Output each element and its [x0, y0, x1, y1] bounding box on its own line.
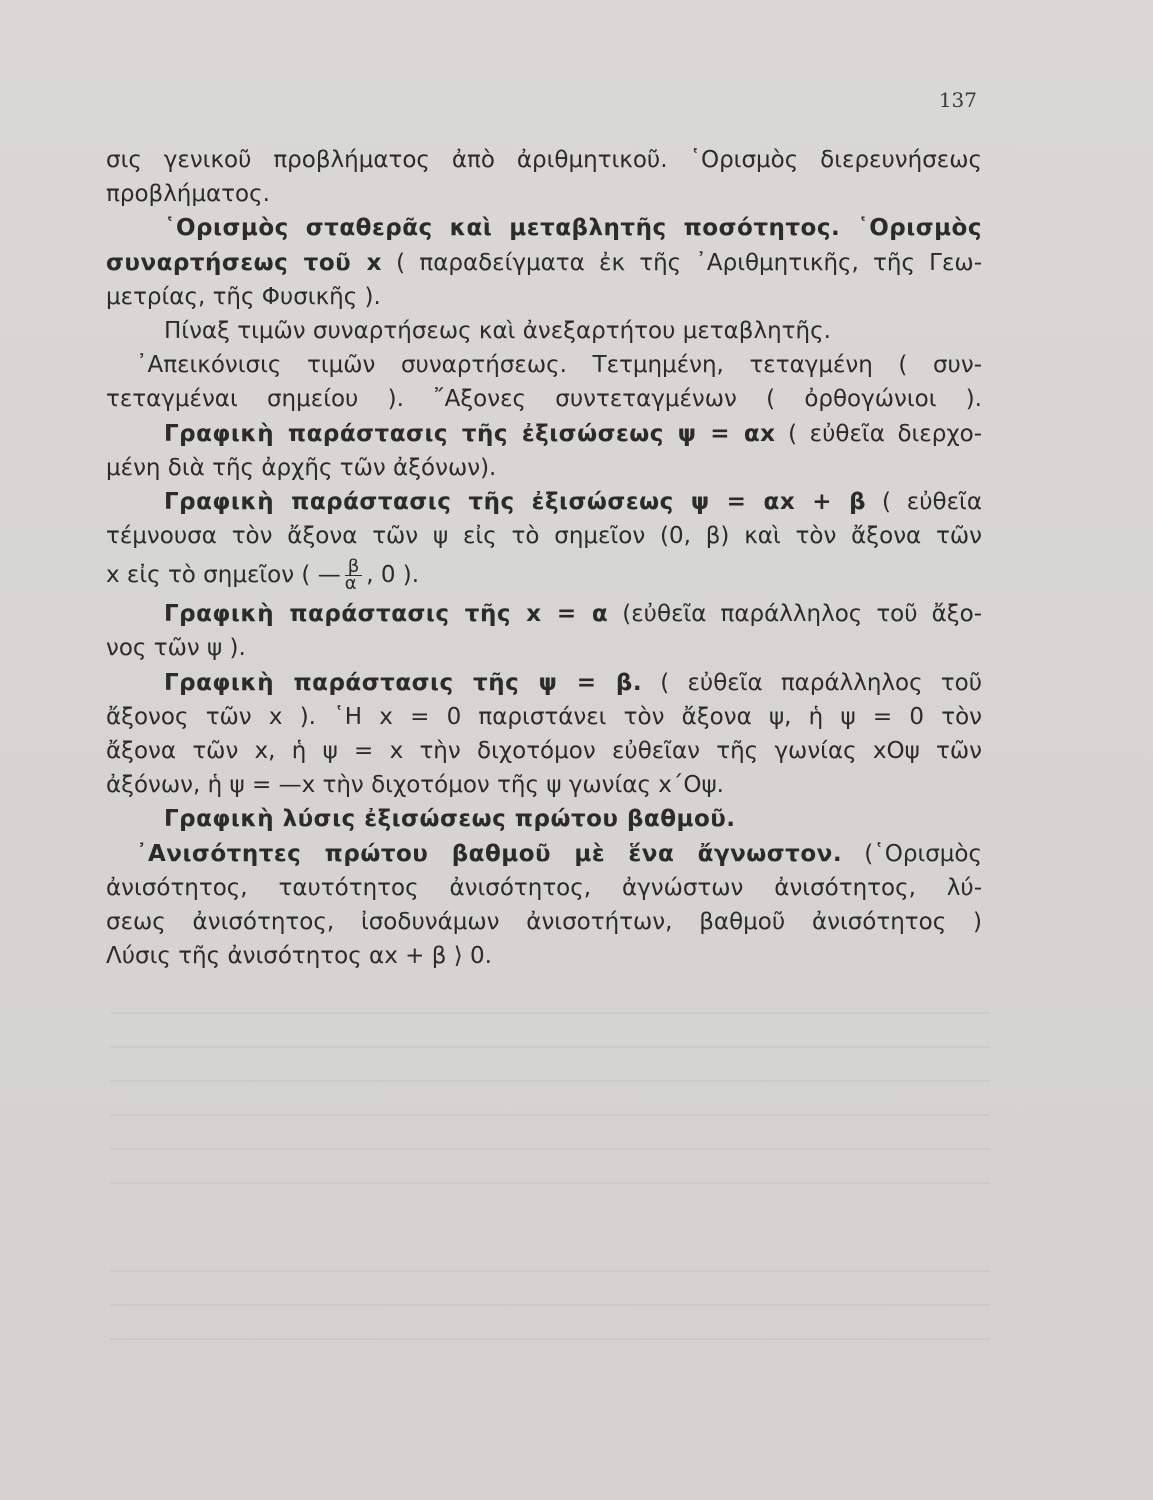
- text-line: Λύσις τῆς ἀνισότητος αx + β ⟩ 0.: [106, 943, 492, 970]
- text-line: ᾿Απεικόνισις τιμῶν συναρτήσεως. Τετμημένη, τεταγμένη ( συν-: [136, 352, 982, 379]
- fraction: $\frac{\beta}{\alpha}$: [345, 559, 363, 592]
- text-line: μετρίας, τῆς Φυσικῆς ).: [106, 283, 381, 310]
- text-line: μένη διὰ τῆς ἀρχῆς τῶν ἀξόνων).: [106, 454, 497, 481]
- section-heading: Γραφικὴ παράστασις τῆς ψ = β. ( εὐθεῖα παράλληλος τοῦ: [164, 669, 982, 696]
- text-line: τεταγμέναι σημείου ). ῎Αξονες συντεταγμένων ( ὀρθογώνιοι ).: [106, 386, 982, 413]
- text-line: ἀνισότητος, ταυτότητος ἀνισότητος, ἀγνώστων ἀνισότητος, λύ-: [106, 874, 982, 901]
- text-line: συναρτήσεως τοῦ x ( παραδείγματα ἐκ τῆς ᾿Αριθμητικῆς, τῆς Γεω-: [106, 249, 982, 276]
- text-line: προβλήματος.: [106, 181, 270, 208]
- text-line: ἀξόνων, ἡ ψ = —x τὴν διχοτόμον τῆς ψ γωνίας x΄Oψ.: [106, 772, 724, 799]
- text-line: ἄξονα τῶν x, ἡ ψ = x τὴν διχοτόμον εὐθεῖαν τῆς γωνίας xOψ τῶν: [106, 738, 982, 764]
- text-line: σις γενικοῦ προβλήματος ἀπὸ ἀριθμητικοῦ. ῾Ορισμὸς διερευνήσεως: [106, 147, 982, 173]
- section-heading: ᾿Ανισότητες πρώτου βαθμοῦ μὲ ἕνα ἄγνωστον. (῾Ορισμὸς: [136, 840, 983, 867]
- section-heading: Γραφικὴ παράστασις τῆς x = α (εὐθεῖα παράλληλος τοῦ ἄξο-: [164, 601, 982, 628]
- section-heading: Γραφικὴ παράστασις τῆς ἐξισώσεως ψ = αx ( εὐθεῖα διερχο-: [164, 420, 982, 447]
- section-heading: ῾Ορισμὸς σταθερᾶς καὶ μεταβλητῆς ποσότητος. ῾Ορισμὸς: [164, 215, 982, 242]
- text-line: τέμνουσα τὸν ἄξονα τῶν ψ εἰς τὸ σημεῖον (0, β) καὶ τὸν ἄξονα τῶν: [106, 523, 982, 550]
- text-line: σεως ἀνισότητος, ἰσοδυνάμων ἀνισοτήτων, βαθμοῦ ἀνισότητος ): [106, 908, 982, 935]
- section-heading: Γραφικὴ λύσις ἐξισώσεως πρώτου βαθμοῦ.: [164, 806, 736, 833]
- text-line: Πίναξ τιμῶν συναρτήσεως καὶ ἀνεξαρτήτου μεταβλητῆς.: [164, 317, 831, 344]
- section-heading: Γραφικὴ παράστασις τῆς ἐξισώσεως ψ = αx + β ( εὐθεῖα: [164, 488, 982, 515]
- formula-line: x εἰς τὸ σημεῖον ( — $\frac{\beta}{\alpha}$ , 0 ).: [106, 556, 420, 595]
- page-number: 137: [938, 88, 977, 112]
- text-line: ἄξονος τῶν x ). ῾Η x = 0 παριστάνει τὸν ἄξονα ψ, ἡ ψ = 0 τὸν: [106, 703, 982, 730]
- body-text: [106, 143, 982, 973]
- text-line: νος τῶν ψ ).: [106, 635, 246, 662]
